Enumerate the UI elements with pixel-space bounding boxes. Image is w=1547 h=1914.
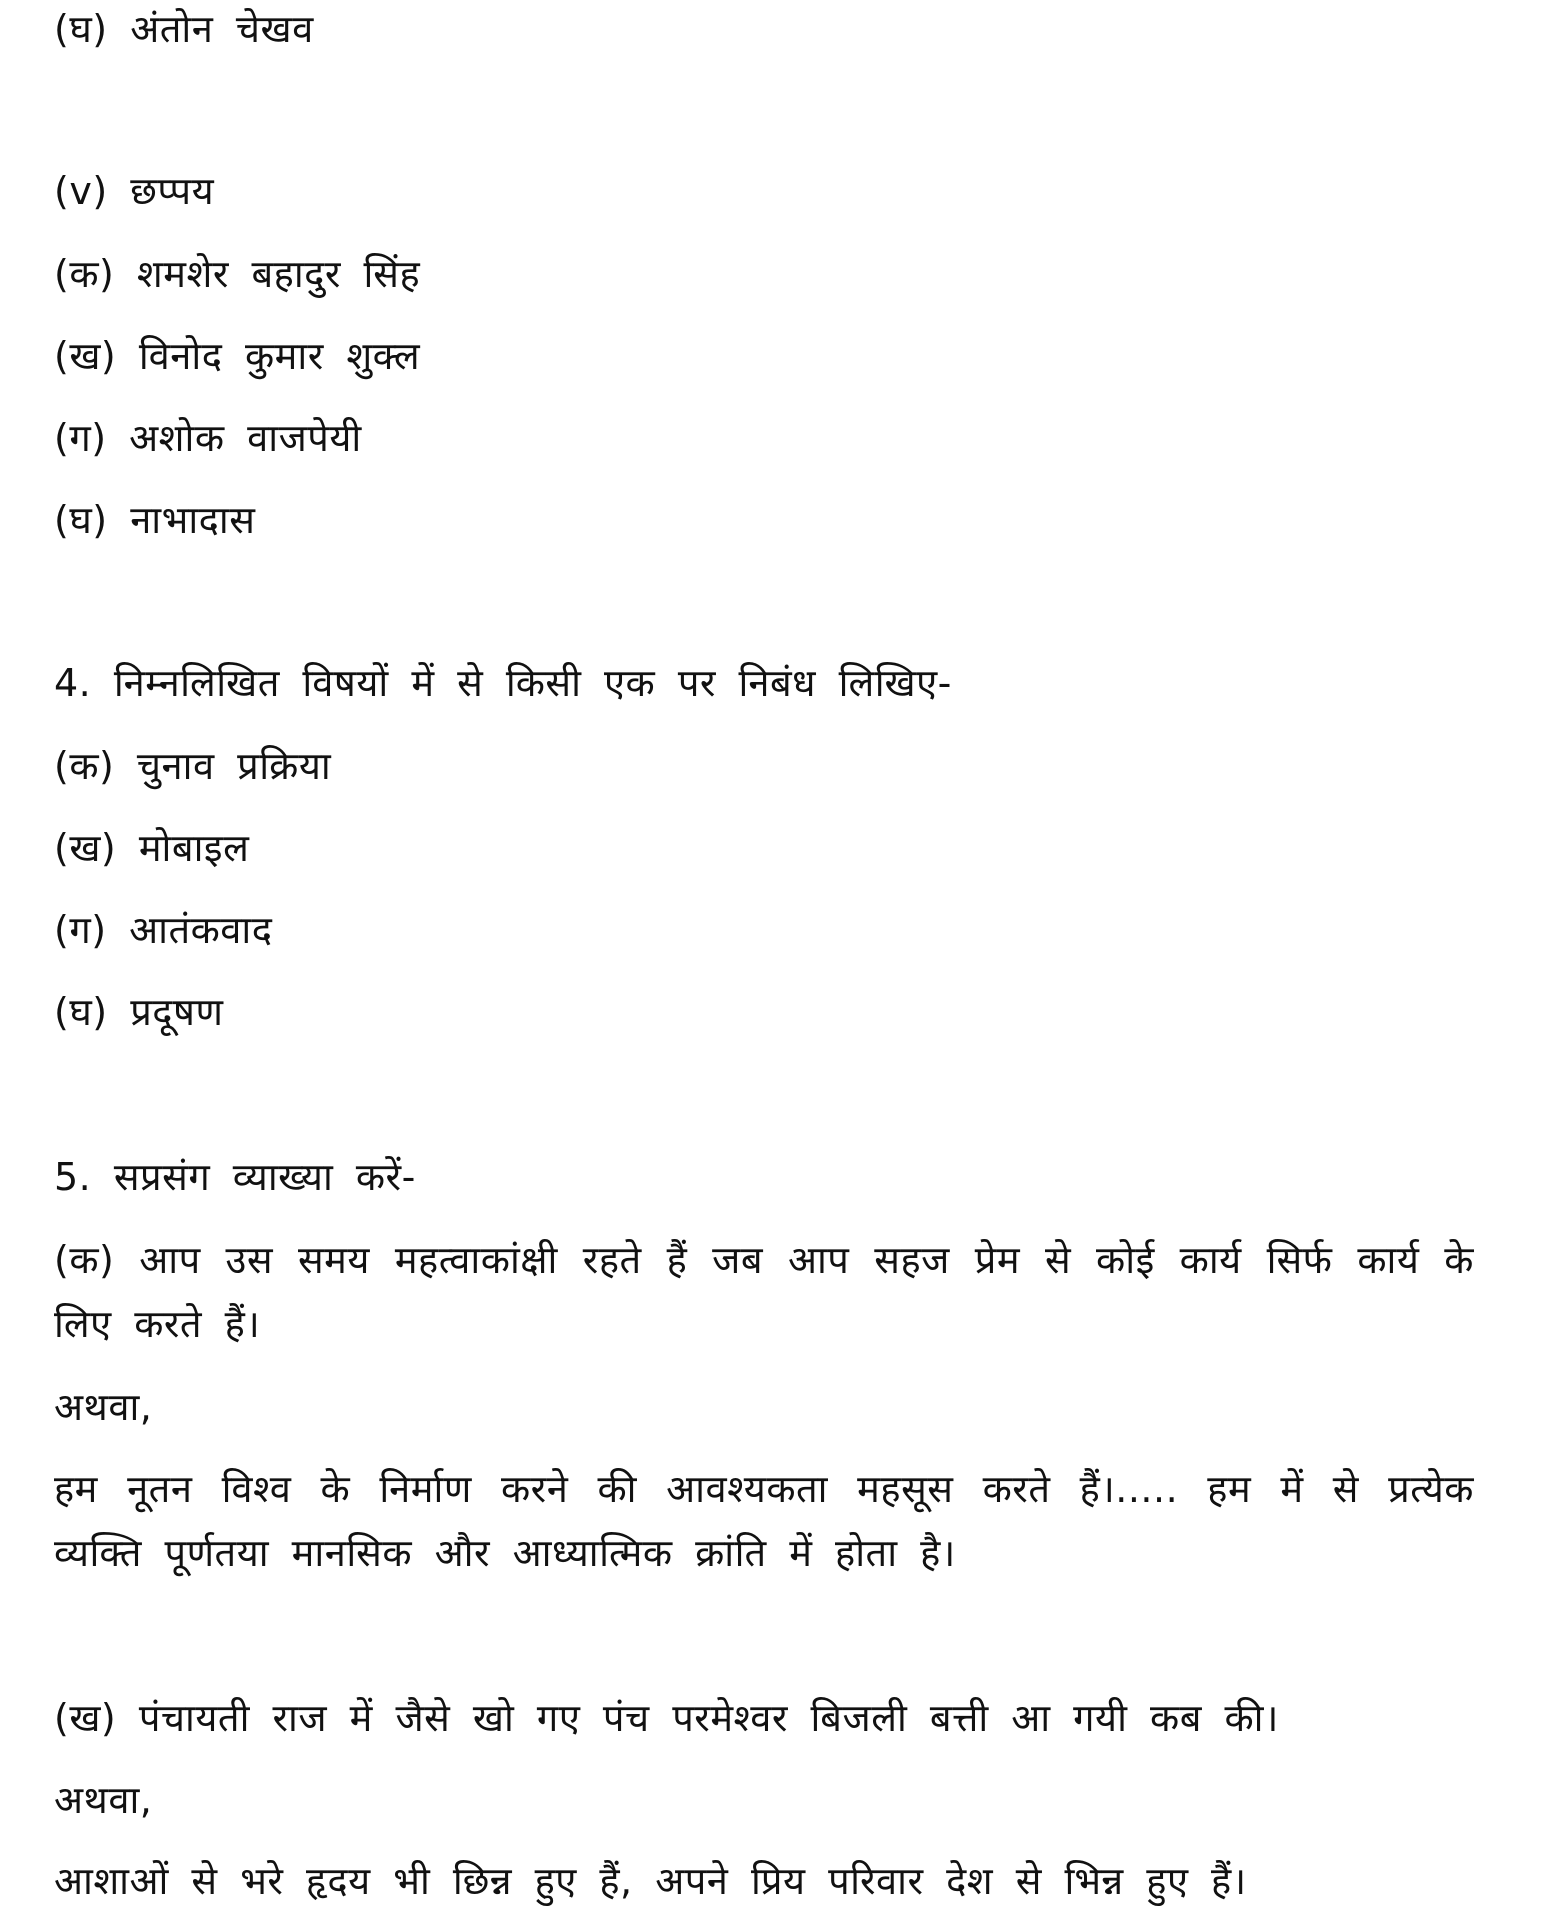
- q4-option-ka: (क) चुनाव प्रक्रिया: [54, 744, 332, 788]
- athva-label-2: अथवा,: [54, 1778, 153, 1822]
- q5-part-kha: (ख) पंचायती राज में जैसे खो गए पंच परमेश्वर बिजली बत्ती आ गयी कब की।: [54, 1696, 1279, 1740]
- q4-option-kha: (ख) मोबाइल: [54, 826, 250, 870]
- q5-alternative-line: आशाओं से भरे हृदय भी छिन्न हुए हैं, अपने प्रिय परिवार देश से भिन्न हुए हैं।: [54, 1859, 1247, 1903]
- question-5: 5. सप्रसंग व्याख्या करें-: [54, 1155, 416, 1199]
- question-4: 4. निम्नलिखित विषयों में से किसी एक पर निबंध लिखिए-: [54, 661, 952, 705]
- q4-option-ga: (ग) आतंकवाद: [54, 908, 273, 952]
- q4-option-gha: (घ) प्रदूषण: [54, 990, 224, 1034]
- option-kha: (ख) विनोद कुमार शुक्ल: [54, 334, 421, 378]
- option-ga: (ग) अशोक वाजपेयी: [54, 416, 362, 460]
- item-v-chhappay: (v) छप्पय: [54, 169, 215, 213]
- q5-part-ka: (क) आप उस समय महत्वाकांक्षी रहते हैं जब आप सहज प्रेम से कोई कार्य सिर्फ कार्य के लिए करते हैं।: [54, 1238, 1474, 1346]
- q5-alternative-paragraph: हम नूतन विश्व के निर्माण करने की आवश्यकता महसूस करते हैं।..... हम में से प्रत्येक व्यक्ति पूर्णतया मानसिक और आध्यात्मिक क्रांति में होता है।: [54, 1467, 1474, 1575]
- option-ka: (क) शमशेर बहादुर सिंह: [54, 252, 421, 296]
- option-gha-anton-chekhov: (घ) अंतोन चेखव: [54, 7, 314, 51]
- option-gha: (घ) नाभादास: [54, 498, 256, 542]
- athva-label-1: अथवा,: [54, 1385, 153, 1429]
